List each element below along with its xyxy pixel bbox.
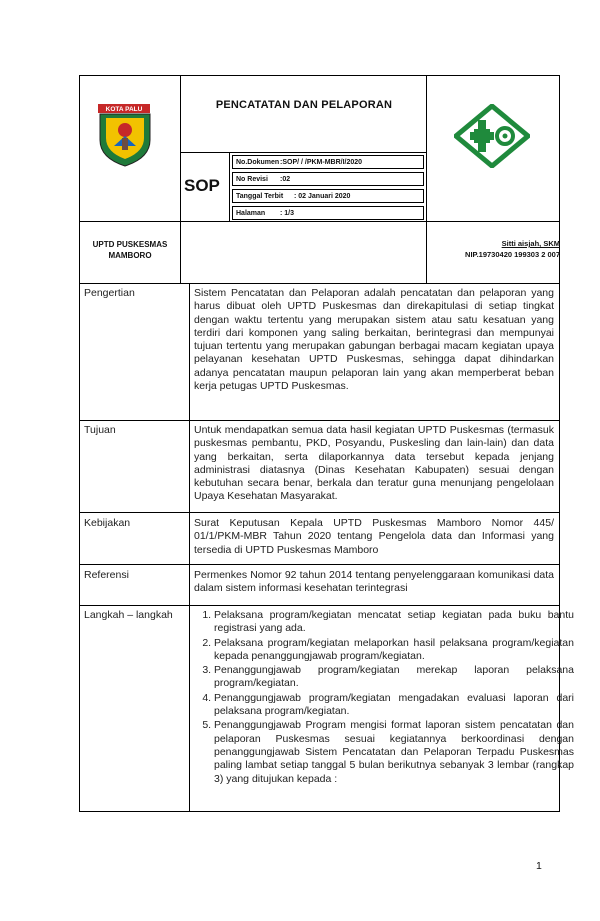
list-item: 5. Penanggungjawab Program mengisi format laporan sistem pencatatan dan pelaporan Puskesmas sesuai kegiatannya berkoordinasi dengan penanggungjawab Sistem Pencatatan dan Pelaporan Terpadu Puskesmas paling lambat setiap tanggal 5 bulan berikutnya sebanyak 3 lembar (rangkap 3) yang ditujukan kepada : xyxy=(214,719,574,785)
divider xyxy=(80,605,559,606)
section-text: Untuk mendapatkan semua data hasil kegiatan UPTD Puskesmas (termasuk puskesmas pembantu, PKD, Posyandu, Puskesling dan lain-lain) dan data yang berkaitan, serta dilaporkannya data tersebut kepada jenjang administrasi diatasnya (Dinas Kesehatan Kabupaten) sesuai dengan kebutuhan secara benar, berkala dan teratur guna menunjang pengelolaan Upaya Kesehatan Masyarakat. xyxy=(194,424,554,503)
divider xyxy=(189,284,190,811)
section-label: Referensi xyxy=(84,569,129,581)
divider xyxy=(80,420,559,421)
sop-label: SOP xyxy=(184,176,220,195)
section-text: Permenkes Nomor 92 tahun 2014 tentang penyelenggaraan komunikasi data dalam sistem informasi kesehatan terintegrasi xyxy=(194,569,554,595)
puskesmas-logo xyxy=(454,104,530,168)
meta-row xyxy=(232,189,424,203)
list-item: 3. Penanggungjawab program/kegiatan merekap laporan pelaksana program/kegiatan. xyxy=(214,664,574,691)
meta-value: :SOP/ / /PKM-MBR/I/2020 xyxy=(280,159,363,166)
unit-name: UPTD PUSKESMAS MAMBORO xyxy=(92,240,168,260)
signature-block xyxy=(430,238,560,260)
sop-content-table xyxy=(79,284,574,812)
signer-name: Sitti aisjah, SKM xyxy=(501,239,560,248)
divider xyxy=(80,564,559,565)
meta-row xyxy=(232,172,424,186)
section-label: Tujuan xyxy=(84,424,116,436)
meta-key: No.Dokumen xyxy=(236,159,280,166)
list-item: 1. Pelaksana program/kegiatan mencatat setiap kegiatan pada buku bantu registrasi yang ada. xyxy=(214,609,574,636)
signer-nip: NIP.19730420 199303 2 007 xyxy=(465,250,560,259)
meta-value: : 02 Januari 2020 xyxy=(294,193,351,200)
meta-value: :02 xyxy=(280,176,291,183)
steps-list xyxy=(194,609,574,787)
section-text: Surat Keputusan Kepala UPTD Puskesmas Mamboro Nomor 445/ 01/1/PKM-MBR Tahun 2020 tentang Pengelola data dan Informasi yang tersedia di UPTD Puskesmas Mamboro xyxy=(194,517,554,556)
meta-key: No Revisi xyxy=(236,176,268,183)
section-text: Sistem Pencatatan dan Pelaporan adalah pencatatan dan pelaporan yang harus dibuat oleh UPTD Puskesmas dan direkapitulasi di setiap tingkat dengan waktu tertentu yang merupakan sistem atau satu kesatuan yang terdiri dari komponen yang saling berkaitan, berintegrasi dan mempunyai tujuan tertentu yang merupakan gabungan berbagai macam kegiatan upaya pelayanan kesehatan UPTD Puskesmas, sehingga dapat dihindarkan adanya pencatatan maupun pelaporan lain yang akan memperberat beban kerja petugas UPTD Puskesmas. xyxy=(194,287,554,393)
page-number: 1 xyxy=(536,860,542,872)
list-item: 2. Pelaksana program/kegiatan melaporkan hasil pelaksana program/kegiatan kepada penanggungjawab program/kegiatan. xyxy=(214,637,574,664)
meta-row xyxy=(232,206,424,220)
section-label: Pengertian xyxy=(84,287,135,299)
section-label: Langkah – langkah xyxy=(84,609,173,621)
divider xyxy=(80,512,559,513)
logo-city-label: KOTA PALU xyxy=(105,106,143,113)
meta-key: Tanggal Terbit xyxy=(236,193,284,200)
city-logo xyxy=(92,100,170,172)
list-item: 4. Penanggungjawab program/kegiatan mengadakan evaluasi laporan dari pelaksana program/kegiatan. xyxy=(214,692,574,719)
meta-value: : 1/3 xyxy=(280,210,295,217)
divider xyxy=(180,76,181,283)
divider xyxy=(229,153,230,221)
divider xyxy=(181,152,426,153)
divider xyxy=(80,221,559,222)
document-title: PENCATATAN DAN PELAPORAN xyxy=(215,99,393,111)
divider xyxy=(426,76,427,283)
meta-row xyxy=(232,155,424,169)
meta-key: Halaman xyxy=(236,210,266,217)
section-label: Kebijakan xyxy=(84,517,131,529)
sop-header-table xyxy=(79,75,560,284)
